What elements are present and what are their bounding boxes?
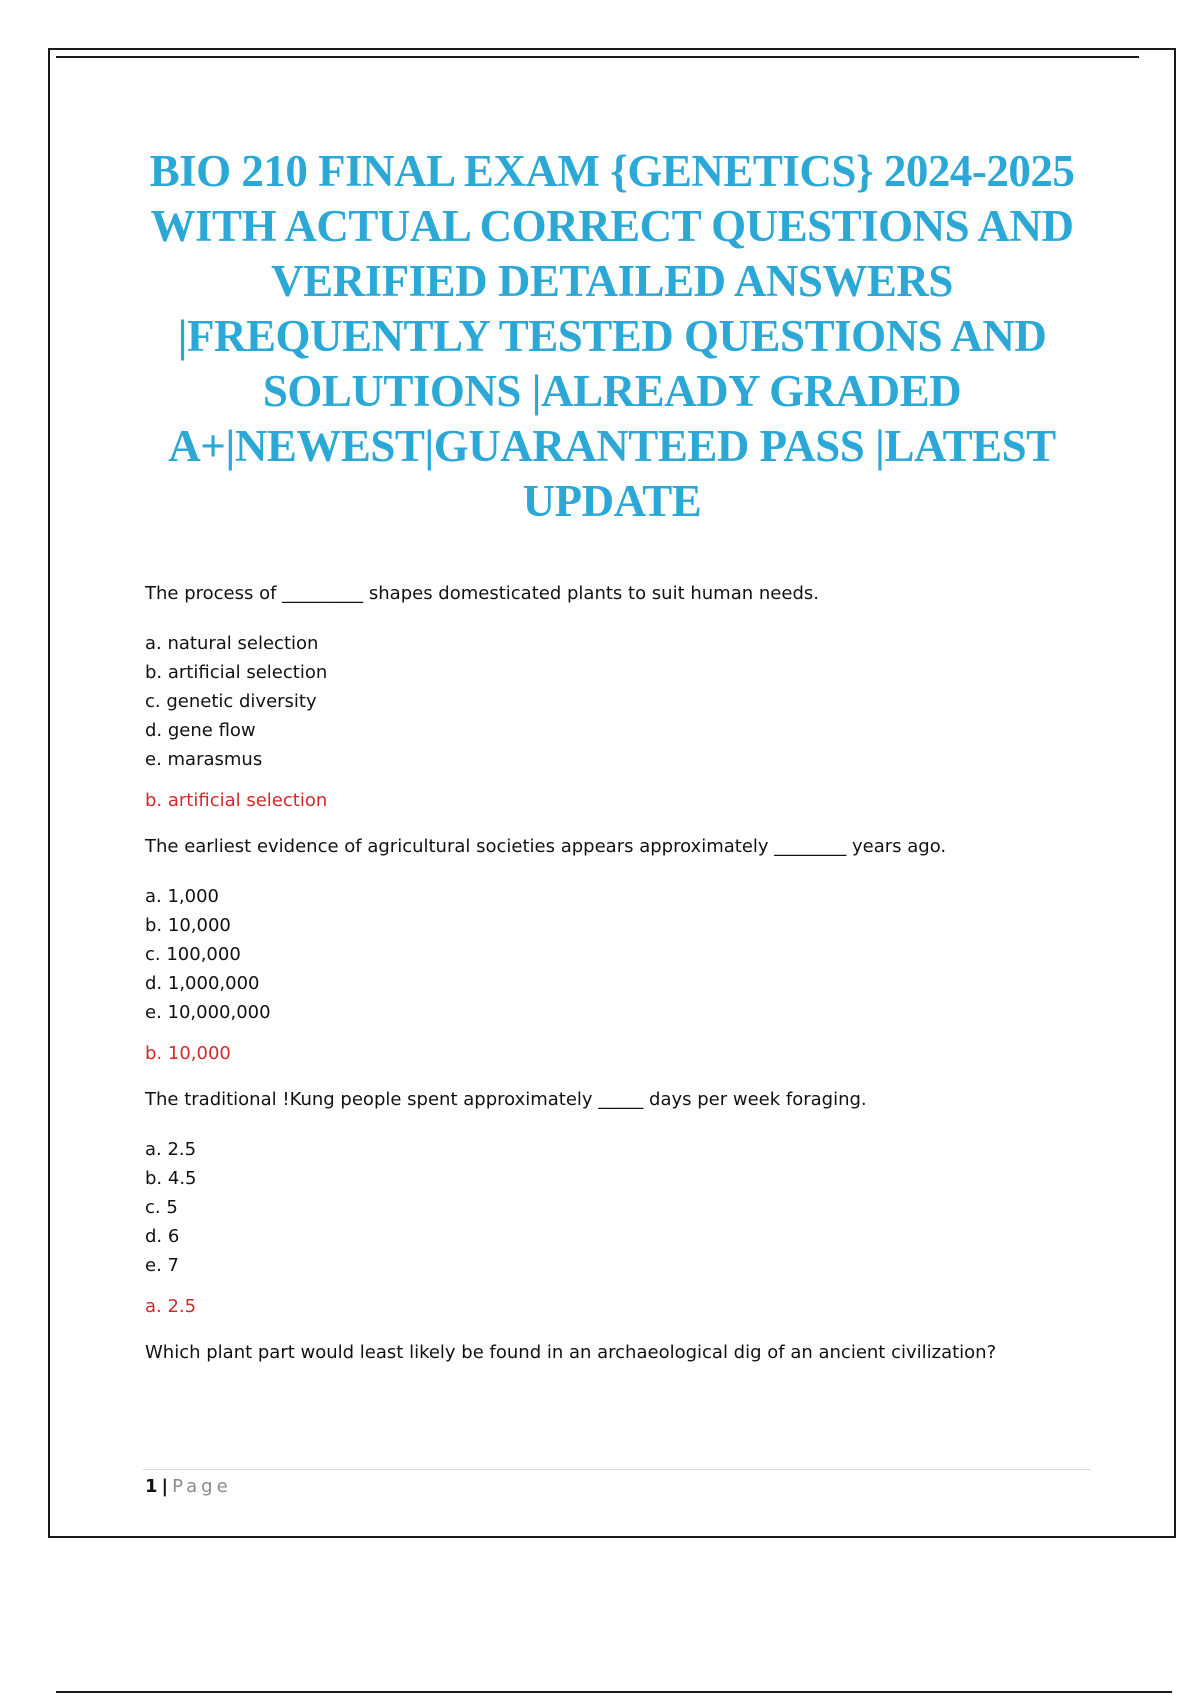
option-item: d. 1,000,000 — [145, 973, 260, 994]
question-text: The earliest evidence of agricultural societies appears approximately ________ years ago. — [145, 836, 947, 857]
question-block-2 — [145, 833, 1105, 1068]
document-title: BIO 210 FINAL EXAM {GENETICS} 2024-2025 WITH ACTUAL CORRECT QUESTIONS AND VERIFIED DETAILED ANSWERS |FREQUENTLY TESTED QUESTIONS AND SOLUTIONS |ALREADY GRADED A+|NEWEST|GUARANTEED PASS |LATEST UPDATE — [149, 146, 1075, 526]
page-separator: | — [161, 1476, 169, 1497]
option-list — [145, 883, 1105, 1028]
question-block-3 — [145, 1086, 1105, 1321]
option-item: a. natural selection — [145, 633, 319, 654]
page-number: 1 — [145, 1476, 158, 1497]
option-item: b. artificial selection — [145, 662, 328, 683]
option-list — [145, 630, 1105, 775]
option-list — [145, 1136, 1105, 1281]
option-item: a. 1,000 — [145, 886, 220, 907]
question-text: The traditional !Kung people spent approximately _____ days per week foraging. — [145, 1089, 867, 1110]
option-item: c. 100,000 — [145, 944, 241, 965]
bottom-rule — [56, 1691, 1172, 1693]
answer-text: a. 2.5 — [145, 1296, 197, 1317]
option-item: b. 4.5 — [145, 1168, 197, 1189]
question-text: Which plant part would least likely be found in an archaeological dig of an ancient civilization? — [145, 1342, 997, 1363]
answer-text: b. artificial selection — [145, 790, 328, 811]
answer-text: b. 10,000 — [145, 1043, 231, 1064]
question-list — [145, 580, 1105, 1389]
top-rule — [56, 56, 1139, 58]
option-item: c. genetic diversity — [145, 691, 317, 712]
question-block-1 — [145, 580, 1105, 815]
option-item: d. gene flow — [145, 720, 256, 741]
footer-rule — [143, 1469, 1090, 1470]
option-item: e. marasmus — [145, 749, 263, 770]
option-item: b. 10,000 — [145, 915, 231, 936]
question-block-4 — [145, 1339, 1105, 1367]
option-item: a. 2.5 — [145, 1139, 197, 1160]
option-item: e. 7 — [145, 1255, 179, 1276]
page-label: Page — [172, 1476, 232, 1497]
option-item: c. 5 — [145, 1197, 178, 1218]
question-text: The process of _________ shapes domesticated plants to suit human needs. — [145, 583, 819, 604]
option-item: e. 10,000,000 — [145, 1002, 271, 1023]
option-item: d. 6 — [145, 1226, 180, 1247]
page-footer — [145, 1474, 232, 1500]
